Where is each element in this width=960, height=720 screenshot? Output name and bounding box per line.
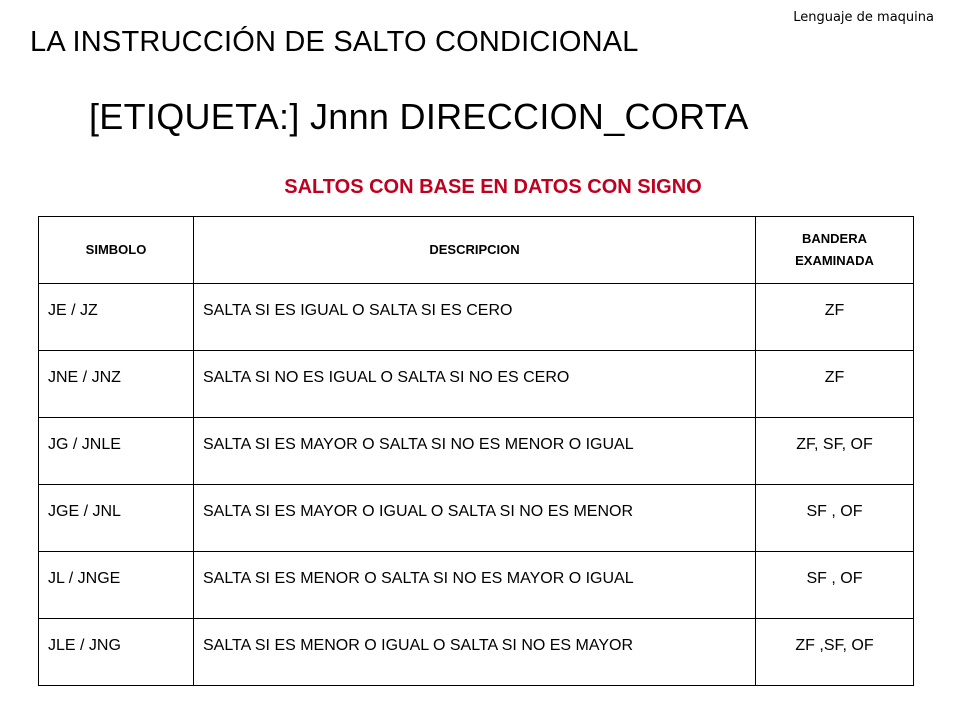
cell-flags: ZF [756,351,914,418]
table-row [39,418,914,485]
cell-description: SALTA SI ES MENOR O SALTA SI NO ES MAYOR O IGUAL [194,552,756,619]
cell-symbol: JNE / JNZ [39,351,194,418]
cell-symbol: JLE / JNG [39,619,194,686]
cell-symbol: JE / JZ [39,284,194,351]
table-row [39,351,914,418]
cell-flags: ZF, SF, OF [756,418,914,485]
cell-description: SALTA SI ES MAYOR O IGUAL O SALTA SI NO ES MENOR [194,485,756,552]
corner-label: Lenguaje de maquina [793,10,934,25]
cell-description: SALTA SI NO ES IGUAL O SALTA SI NO ES CERO [194,351,756,418]
cell-symbol: JGE / JNL [39,485,194,552]
cell-flags: ZF [756,284,914,351]
cell-flags: SF , OF [756,485,914,552]
table-row [39,485,914,552]
header-symbol: SIMBOLO [39,217,194,284]
cell-symbol: JG / JNLE [39,418,194,485]
cell-description: SALTA SI ES MENOR O IGUAL O SALTA SI NO ES MAYOR [194,619,756,686]
header-flags: BANDERA EXAMINADA [756,217,914,284]
page-title: LA INSTRUCCIÓN DE SALTO CONDICIONAL [30,26,639,58]
table-row [39,552,914,619]
table-row [39,284,914,351]
conditional-jumps-table [38,216,914,686]
cell-description: SALTA SI ES MAYOR O SALTA SI NO ES MENOR O IGUAL [194,418,756,485]
cell-flags: ZF ,SF, OF [756,619,914,686]
cell-description: SALTA SI ES IGUAL O SALTA SI ES CERO [194,284,756,351]
table-caption: SALTOS CON BASE EN DATOS CON SIGNO [284,176,702,198]
cell-symbol: JL / JNGE [39,552,194,619]
header-description: DESCRIPCION [194,217,756,284]
cell-flags: SF , OF [756,552,914,619]
instruction-syntax: [ETIQUETA:] Jnnn DIRECCION_CORTA [89,96,749,137]
table-header-row [39,217,914,284]
table-row [39,619,914,686]
